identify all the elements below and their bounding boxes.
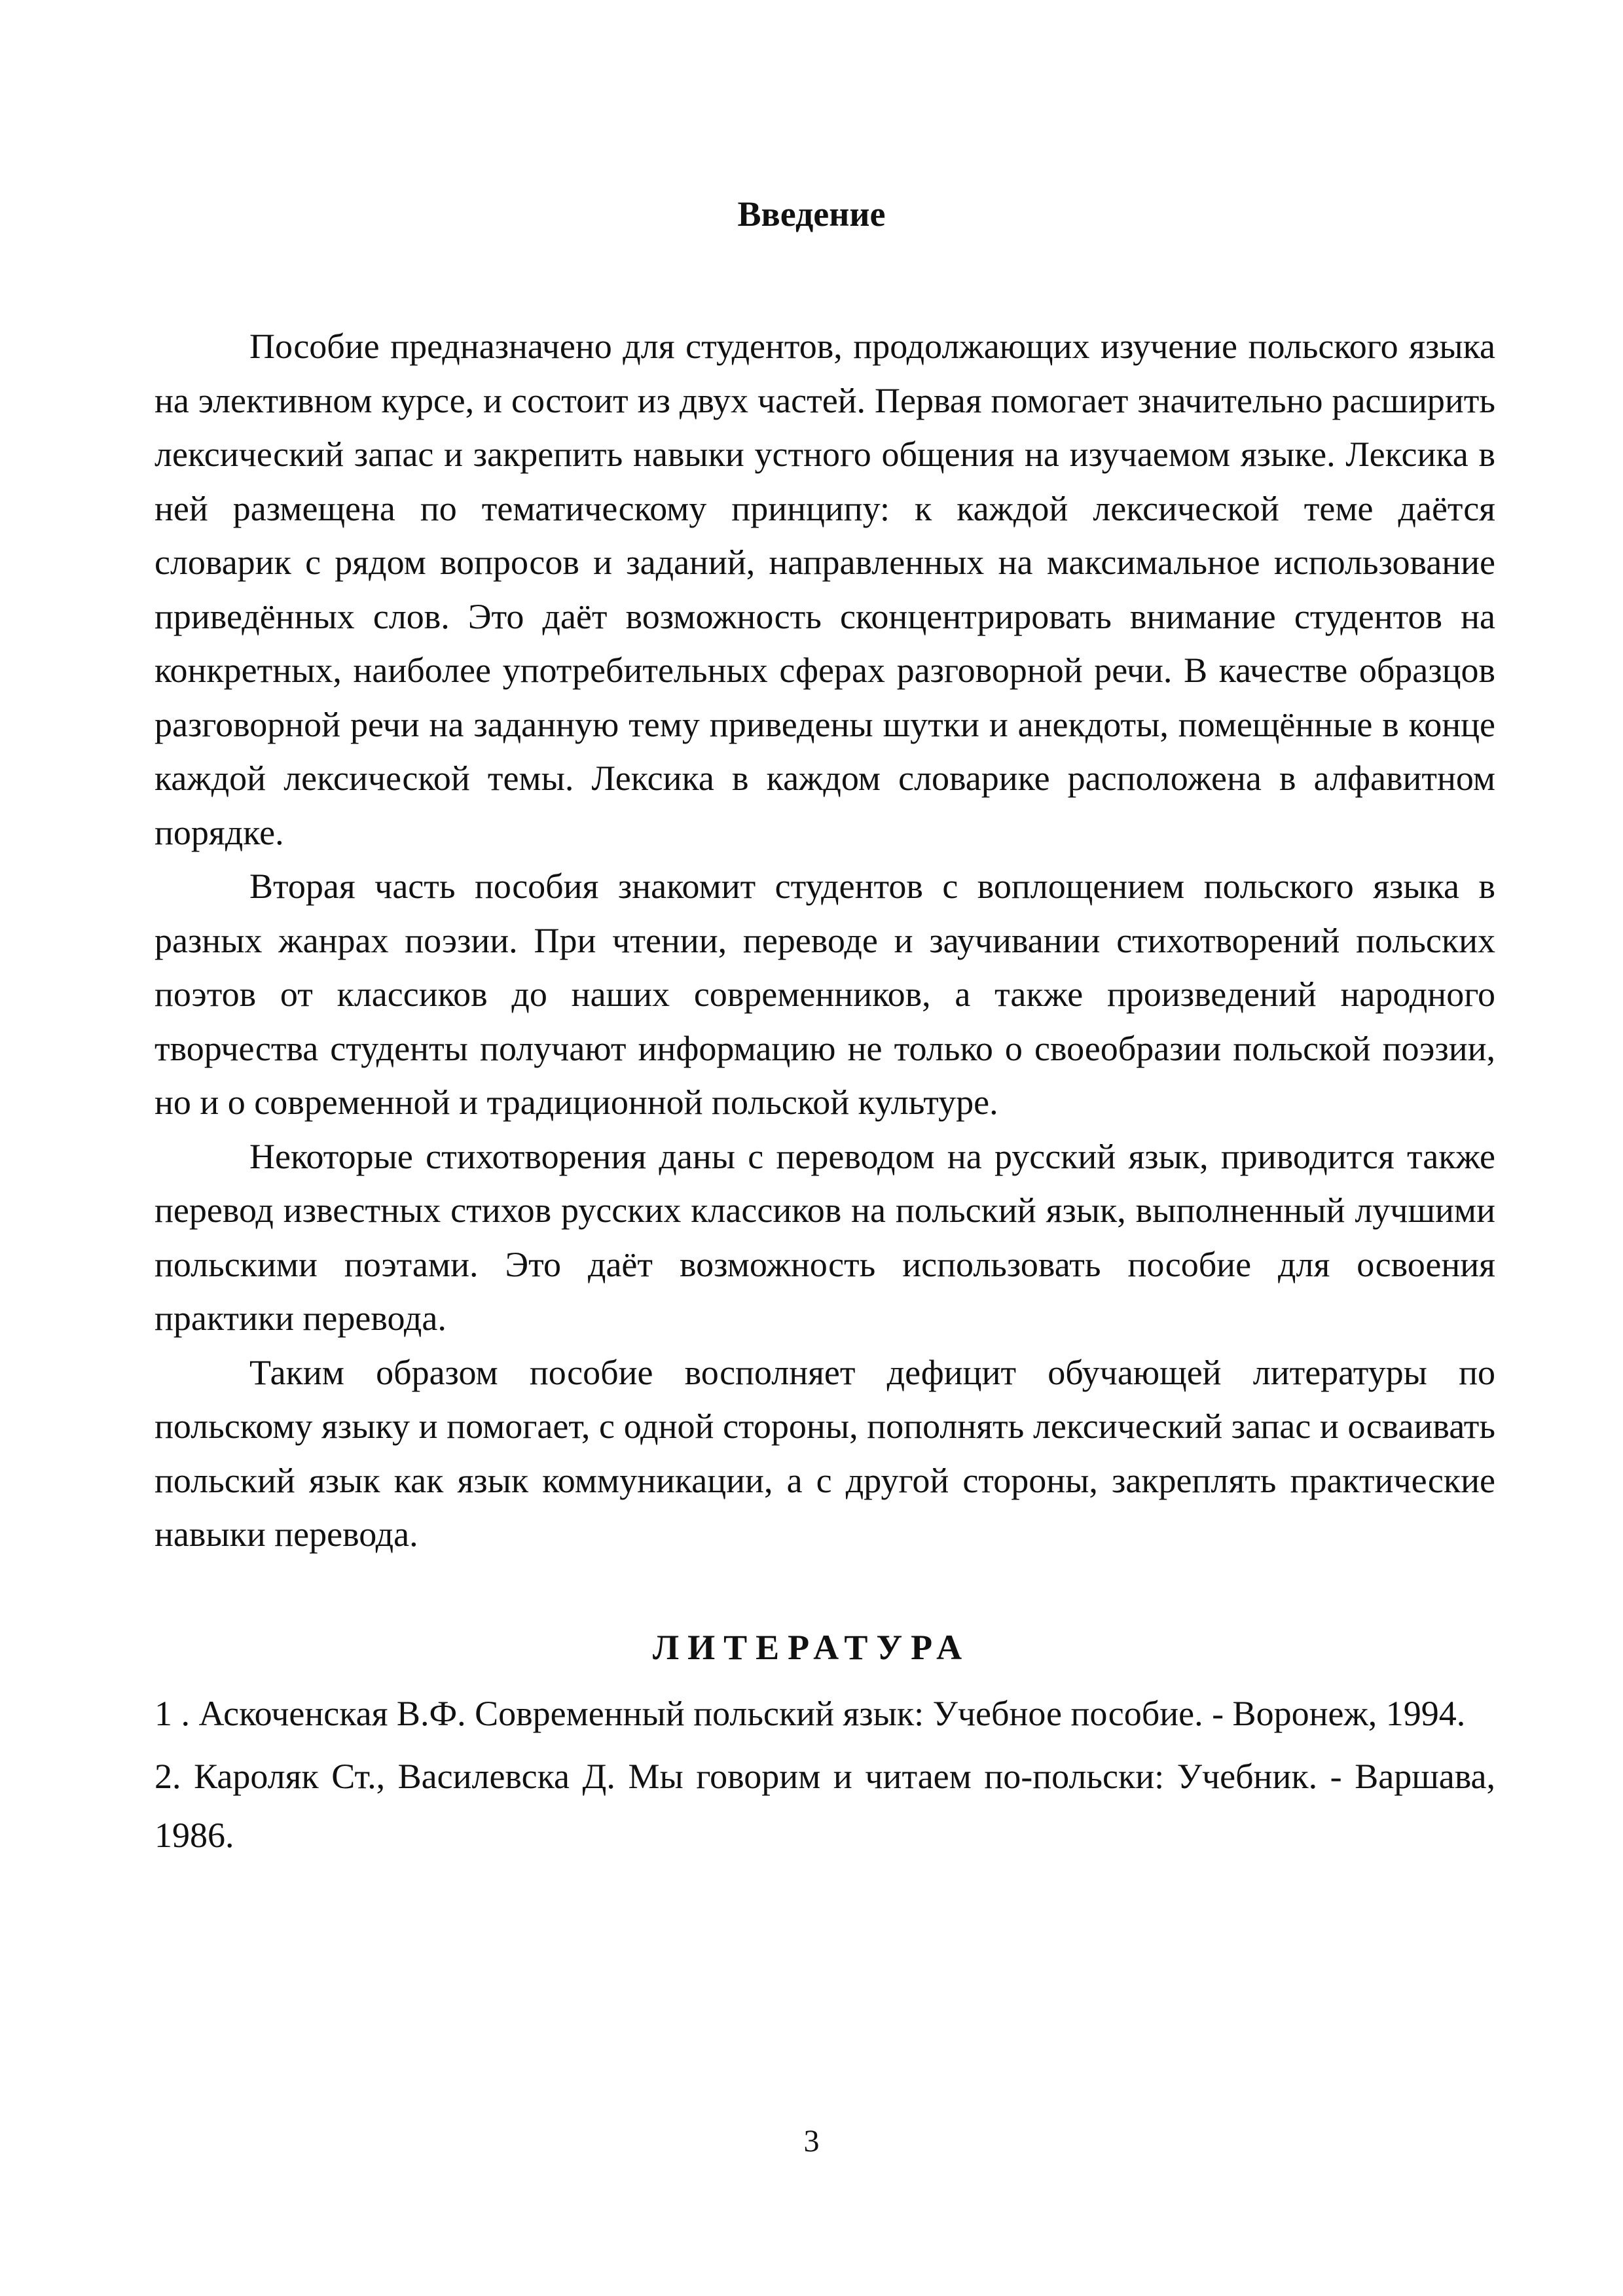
paragraph-1: Пособие предназначено для студентов, продолжающих изучение польского языка на элективном курсе, и состоит из двух частей. Первая помогает значительно расширить лексический запас и закрепить навыки устного общения на изучаемом языке. Лексика в ней размещена по тематическому принципу: к каждой лексической теме даётся словарик с рядом вопросов и заданий, направленных на максимальное использование приведённых слов. Это даёт возможность сконцентрировать внимание студентов на конкретных, наиболее употребительных сферах разговорной речи. В качестве образцов разговорной речи на заданную тему приведены шутки и анекдоты, помещённые в конце каждой лексической темы. Лексика в каждом словарике расположена в алфавитном порядке. [155,327,1495,852]
page-number: 3 [803,2124,820,2159]
introduction-body [155,319,1495,1562]
paragraph-3: Некоторые стихотворения даны с переводом на русский язык, приводится также перевод известных стихов русских классиков на польский язык, выполненный лучшими польскими поэтами. Это даёт возможность использовать пособие для освоения практики перевода. [155,1136,1495,1338]
literature-heading: ЛИТЕРАТУРА [652,1628,971,1667]
paragraph-4: Таким образом пособие восполняет дефицит обучающей литературы по польскому языку и помогает, с одной стороны, пополнять лексический запас и осваивать польский язык как язык коммуникации, а с другой стороны, закреплять практические навыки перевода. [155,1352,1495,1554]
section-title: Введение [737,194,886,234]
paragraph-2: Вторая часть пособия знакомит студентов с воплощением польского языка в разных жанрах поэзии. При чтении, переводе и заучивании стихотворений польских поэтов от классиков до наших современников, а также произведений народного творчества студенты получают информацию не только о своеобразии польской поэзии, но и о современной и традиционной польской культуре. [155,867,1495,1122]
reference-item-1: 1 . Аскоченская В.Ф. Современный польский язык: Учебное пособие. - Воронеж, 1994. [155,1694,1466,1733]
reference-item-2: 2. Кароляк Ст., Василевска Д. Мы говорим и читаем по-польски: Учебник. - Варшава, 1986. [155,1757,1495,1855]
reference-list [155,1684,1495,1869]
